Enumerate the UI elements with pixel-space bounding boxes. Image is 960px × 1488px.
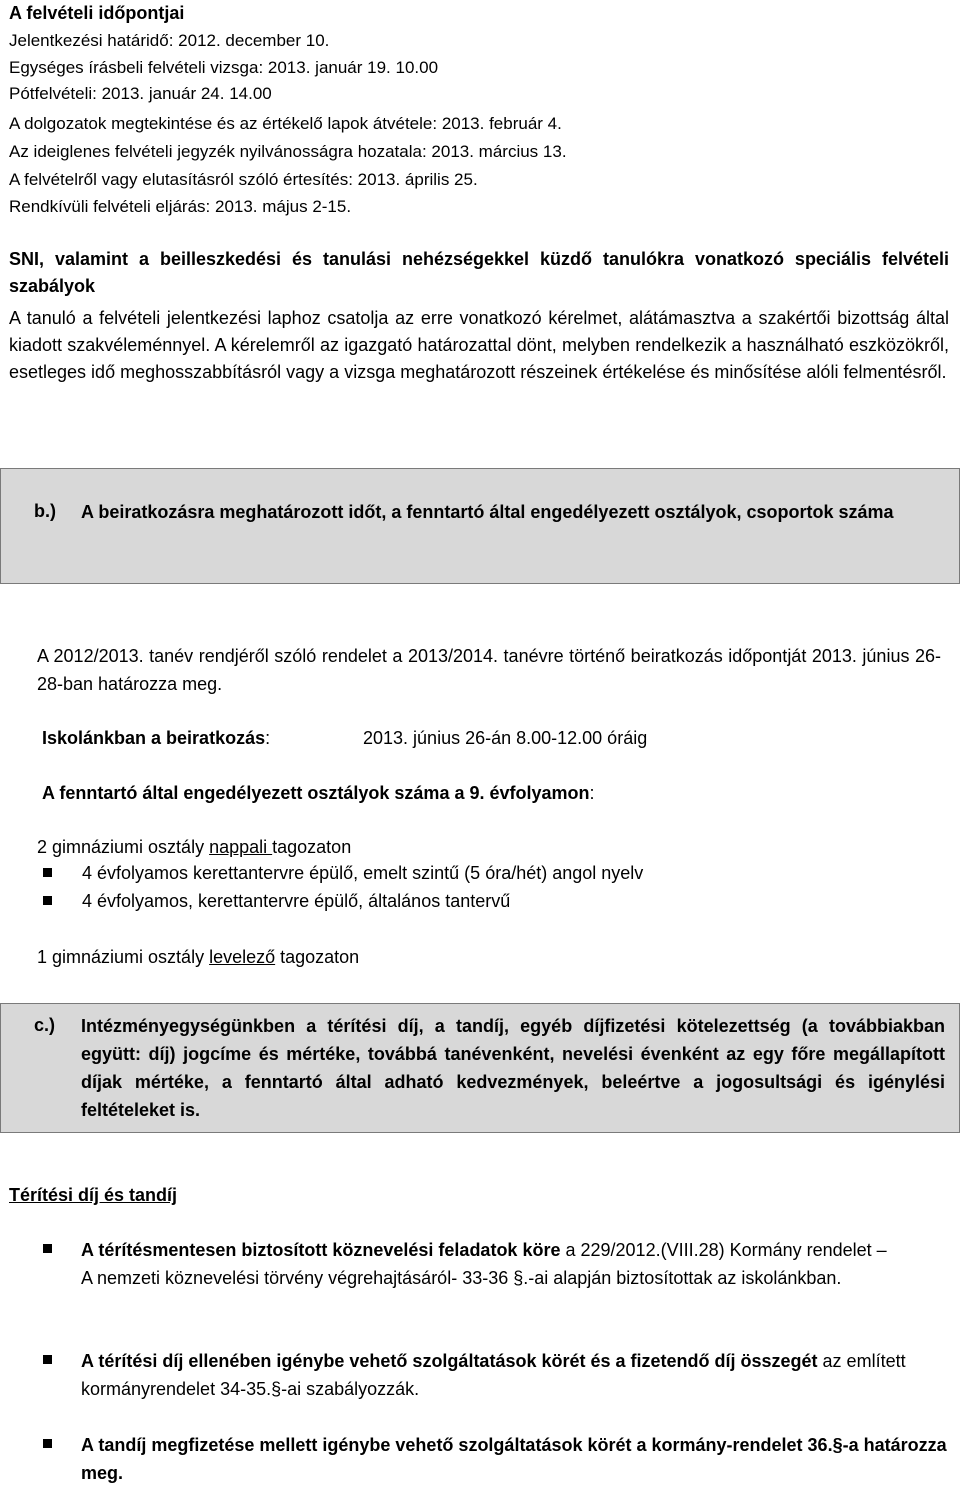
date-line: Rendkívüli felvételi eljárás: 2013. május 2-15.: [9, 197, 352, 216]
fee-item: [81, 1236, 893, 1292]
date-line: Egységes írásbeli felvételi vizsga: 2013. január 19. 10.00: [9, 58, 439, 77]
section-c-marker: c.): [34, 1015, 56, 1035]
fee-item: [81, 1431, 949, 1487]
bullet-square-icon: [43, 896, 52, 905]
section-b-marker: b.): [34, 501, 56, 521]
section-b-title: A beiratkozásra meghatározott időt, a fenntartó által engedélyezett osztályok, csoportok száma: [81, 502, 894, 522]
bullet-square-icon: [43, 1355, 52, 1364]
class-bullet-item: 4 évfolyamos, kerettantervre épülő, általános tantervű: [82, 891, 511, 911]
correspondence-classes-line: [37, 944, 359, 971]
classes-heading-line: [42, 780, 595, 807]
bullet-square-icon: [43, 868, 52, 877]
fee-item-bold: A tandíj megfizetése mellett igénybe vehető szolgáltatások körét a kormány-rendelet 36.§-a határozza meg.: [81, 1435, 947, 1483]
bullet-square-icon: [43, 1439, 52, 1448]
corr-classes-underlined: levelező: [209, 947, 276, 967]
fee-item-rest: a 229/2012.(VIII.28) Kormány rendelet – A nemzeti köznevelési törvény végrehajtásáról- 33-36 §.-ai alapján biztosítottak az iskolánkban.: [81, 1240, 887, 1288]
enrollment-intro: A 2012/2013. tanév rendjéről szóló rendelet a 2013/2014. tanévre történő beiratkozás időpontját 2013. június 26-28-ban határozza meg.: [37, 646, 941, 694]
bullet-square-icon: [43, 1244, 52, 1253]
enrollment-label-line: [42, 725, 270, 752]
enrollment-label-colon: :: [265, 728, 271, 748]
date-line: Az ideiglenes felvételi jegyzék nyilvánosságra hozatala: 2013. március 13.: [9, 142, 567, 161]
date-line: Pótfelvételi: 2013. január 24. 14.00: [9, 84, 272, 103]
date-line: A felvételről vagy elutasításról szóló értesítés: 2013. április 25.: [9, 170, 478, 189]
corr-classes-post: tagozaton: [275, 947, 360, 967]
corr-classes-pre: 1 gimnáziumi osztály: [37, 947, 210, 967]
day-classes-line: [37, 834, 351, 861]
enrollment-date: 2013. június 26-án 8.00-12.00 óráig: [363, 728, 648, 748]
fee-item-bold: A térítési díj ellenében igénybe vehető szolgáltatások körét és a fizetendő díj összegét: [81, 1351, 818, 1371]
class-bullet-item: 4 évfolyamos kerettantervre épülő, emelt szintű (5 óra/hét) angol nyelv: [82, 863, 644, 883]
classes-heading-colon: :: [589, 783, 595, 803]
date-line: A dolgozatok megtekintése és az értékelő lapok átvétele: 2013. február 4.: [9, 114, 562, 133]
day-classes-underlined: nappali: [209, 837, 273, 857]
sni-heading: SNI, valamint a beilleszkedési és tanulási nehézségekkel küzdő tanulókra vonatkozó speciális felvételi szabályok: [9, 249, 949, 296]
admission-dates-heading: A felvételi időpontjai: [9, 3, 185, 23]
fees-heading: Térítési díj és tandíj: [9, 1185, 178, 1205]
sni-body: A tanuló a felvételi jelentkezési laphoz csatolja az erre vonatkozó kérelmet, alátámasztva a szakértői bizottság által kiadott szakvéleménnyel. A kérelemről az igazgató határozattal dönt, melyben rendelkezik a használható eszközökről, esetleges idő meghosszabbításról vagy a vizsga meghatározott részeinek értékelése és minősítése alóli felmentésről.: [9, 308, 949, 382]
date-line: Jelentkezési határidő: 2012. december 10.: [9, 31, 330, 50]
fee-item: [81, 1347, 936, 1403]
classes-heading: A fenntartó által engedélyezett osztályok száma a 9. évfolyamon: [42, 783, 590, 803]
day-classes-post: tagozaton: [272, 837, 352, 857]
day-classes-pre: 2 gimnáziumi osztály: [37, 837, 210, 857]
fee-item-rest: az említett kormányrendelet 34-35.§-ai szabályozzák.: [81, 1351, 906, 1399]
enrollment-label: Iskolánkban a beiratkozás: [42, 728, 266, 748]
fee-item-bold: A térítésmentesen biztosított köznevelési feladatok köre: [81, 1240, 561, 1260]
section-c-title: Intézményegységünkben a térítési díj, a tandíj, egyéb díjfizetési kötelezettség (a továbbiakban együtt: díj) jogcíme és mértéke, továbbá tanévenként, nevelési évenként az egy főre megállapított díjak mértéke, a fenntartó által adható kedvezmények, beleértve a jogosultsági és igénylési feltételeket is.: [81, 1016, 945, 1120]
